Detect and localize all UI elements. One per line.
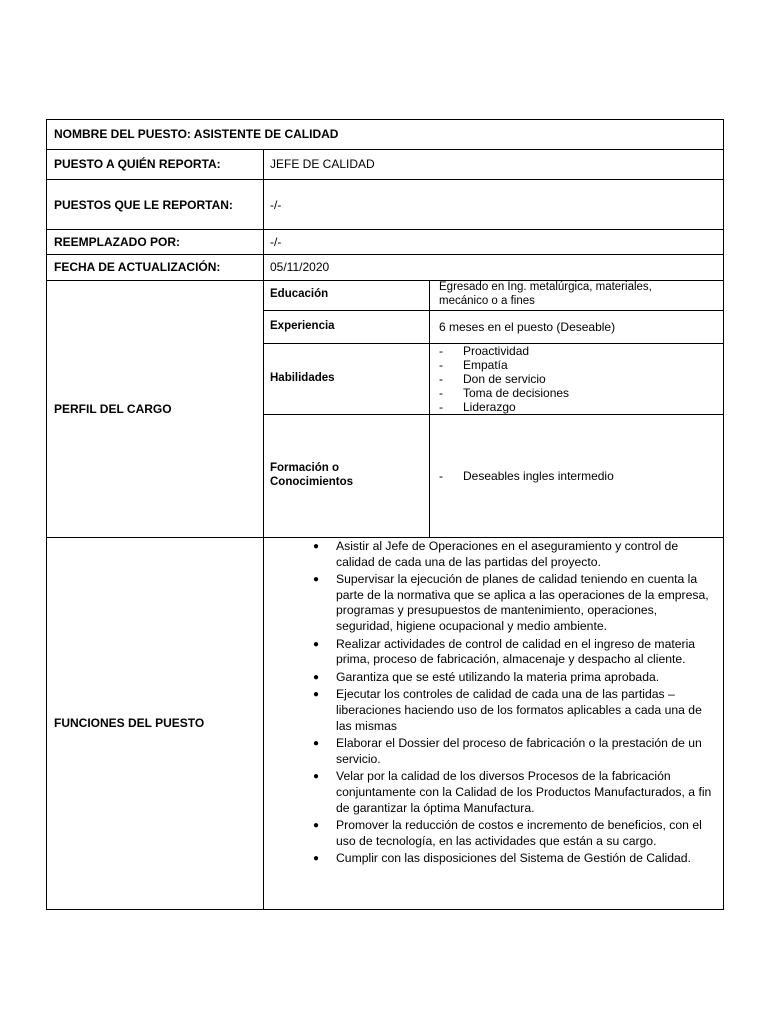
list-item: - Toma de decisiones — [439, 386, 570, 400]
reemplazado-label: REEMPLAZADO POR: — [54, 235, 180, 249]
list-item: ● Garantiza que se esté utilizando la materia prima aprobada. — [313, 669, 660, 684]
le-reportan-label: PUESTOS QUE LE REPORTAN: — [54, 198, 233, 212]
educacion-value-line1: Egresado en Ing. metalúrgica, materiales, — [439, 281, 652, 293]
list-item: - Liderazgo — [439, 400, 516, 414]
educacion-value-line2: mecánico o a fines — [439, 295, 535, 307]
list-item: - Don de servicio — [439, 372, 546, 386]
funciones-label: FUNCIONES DEL PUESTO — [54, 716, 205, 730]
row-divider — [46, 229, 724, 230]
fecha-value: 05/11/2020 — [270, 260, 330, 274]
funciones-list — [310, 539, 716, 869]
list-item: - Deseables ingles intermedio — [439, 469, 614, 483]
experiencia-value: 6 meses en el puesto (Deseable) — [439, 320, 616, 334]
list-item: ● Promover la reducción de costos e incremento de beneficios, con el uso de tecnología, en las actividades que están a su cargo. — [313, 818, 702, 848]
le-reportan-value: -/- — [270, 198, 282, 212]
list-item: ● Realizar actividades de control de calidad en el ingreso de materia prima, proceso de fabricación, almacenaje y despacho al cliente. — [313, 636, 696, 667]
list-item: ● Elaborar el Dossier del proceso de fabricación o la prestación de un servicio. — [313, 736, 702, 766]
row-divider — [46, 537, 724, 538]
perfil-label: PERFIL DEL CARGO — [54, 402, 172, 416]
row-divider — [46, 254, 724, 255]
column-divider — [263, 149, 264, 910]
perfil-column-divider — [429, 280, 430, 537]
list-item: ● Supervisar la ejecución de planes de calidad teniendo en cuenta la parte de la normativa que se aplica a las operaciones de la empresa, programas y presupuestos de mantenimiento, operaciones, seguridad, higiene ocupacional y medio ambiente. — [313, 572, 709, 633]
educacion-label: Educación — [270, 288, 329, 300]
experiencia-label: Experiencia — [270, 320, 335, 332]
habilidades-label: Habilidades — [270, 372, 335, 384]
perfil-row-divider — [263, 414, 724, 415]
page-title: NOMBRE DEL PUESTO: ASISTENTE DE CALIDAD — [54, 127, 339, 141]
reemplazado-value: -/- — [270, 235, 282, 249]
formacion-label-line1: Formación o — [270, 462, 340, 474]
formacion-label-line2: Conocimientos — [270, 476, 354, 488]
formacion-list — [439, 469, 614, 483]
list-item: - Empatía — [439, 358, 508, 372]
fecha-label: FECHA DE ACTUALIZACIÓN: — [54, 260, 221, 274]
reporta-label: PUESTO A QUIÉN REPORTA: — [54, 157, 221, 171]
row-divider — [46, 179, 724, 180]
list-item: - Proactividad — [439, 344, 530, 358]
perfil-row-divider — [263, 310, 724, 311]
list-item: ● Ejecutar los controles de calidad de cada una de las partidas – liberaciones haciendo uso de los formatos aplicables a cada una de las mismas — [313, 687, 702, 733]
habilidades-list — [439, 344, 569, 414]
list-item: ● Asistir al Jefe de Operaciones en el aseguramiento y control de calidad de cada una de las partidas del proyecto. — [313, 539, 679, 569]
reporta-value: JEFE DE CALIDAD — [270, 157, 375, 171]
list-item: ● Cumplir con las disposiciones del Sistema de Gestión de Calidad. — [313, 851, 691, 866]
row-divider — [46, 149, 724, 150]
list-item: ● Velar por la calidad de los diversos Procesos de la fabricación conjuntamente con la Calidad de los Productos Manufacturados, a fin de garantizar la óptima Manufactura. — [313, 769, 712, 815]
